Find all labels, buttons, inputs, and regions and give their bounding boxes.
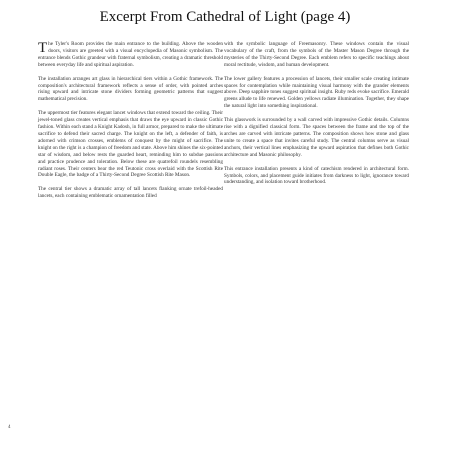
paragraph: This entrance installation presents a kind of catechism rendered in architectural form. Symbols, colors, and placement guide initiates from darkness to light, ignorance toward understanding, and isolation toward brotherhood. — [224, 165, 409, 186]
page-number: 4 — [8, 425, 11, 430]
paragraph: The central tier shows a dramatic array of tall lancets flanking ornate trefoil-headed lancets, each containing emblematic ornamentation filled — [38, 186, 223, 200]
paragraph: with the symbolic language of Freemasonry. These windows contain the visual vocabulary of the craft, from the symbols of the Master Mason Degree through the mysteries of the Thirty-Second Degree. Each emblem refers to specific teachings about moral rectitude, wisdom, and human development. — [224, 41, 409, 68]
paragraph: This glasswork is surrounded by a wall carved with impressive Gothic details. Columns rise with a dignified classical form. The spaces between the frame and the top of the arches are carved with intricate patterns. The composition shows how stone and glass unite to create a space that invites careful study. The central columns serve as visual anchors, their vertical lines emphasizing the upward aspiration that defines both Gothic architecture and Masonic philosophy. — [224, 117, 409, 158]
paragraph: The installation arranges art glass in hierarchical tiers within a Gothic framework. The composition's architectural framework reflects a sense of order, with pointed arches rising upward and intricate stone dividers forming geometric patterns that suggest mathematical precision. — [38, 75, 223, 103]
paragraph: The lower gallery features a procession of lancets, their smaller scale creating intimate spaces for contemplation while maintaining visual harmony with the grander elements above. Deep sapphire tones suggest spiritual insight. Ruby reds evoke sacrifice. Emerald greens allude to life renewed. Golden yellows radiate illumination. Together, they shape the natural light into something inspirational. — [224, 75, 409, 110]
paragraph — [38, 41, 223, 69]
page-title: Excerpt From Cathedral of Light (page 4) — [99, 9, 351, 25]
paragraph: The uppermost tier features elegant lancet windows that extend toward the ceiling. Their jewel-toned glass creates vertical emphasis that draws the eye upward in classic Gothic fashion. Within each stand a Knight Kadosh, in full armor, prepared to make the ultimate sacrifice to defend their sacred charge. The knight on the left, a defender of faith, is adorned with crimson crosses, emblems of conquest by the might of sacrifice. The knight on the right is a champion of freedom and state. Above him shines the six-pointed star of wisdom, and below rests the guarded heart, reminding him to subdue passions and practice prudence and toleration. Below these are quatrefoil roundels resembling radiant roses. Their centers bear the red Teutonic cross overlaid with the Scottish Rite Double Eagle, the badge of a Thirty-Second Degree Scottish Rite Mason. — [38, 110, 223, 179]
drop-cap: T — [38, 40, 48, 56]
right-column — [224, 41, 409, 193]
paragraph-text: he Tyler's Room provides the main entrance to the building. Above the wooden doors, visitors are greeted with a visual encyclopedia of Masonic symbolism. The entrance blends Gothic grandeur with fraternal symbolism, creating a dramatic threshold between everyday life and spiritual aspiration. — [38, 41, 223, 68]
left-column — [38, 41, 223, 207]
